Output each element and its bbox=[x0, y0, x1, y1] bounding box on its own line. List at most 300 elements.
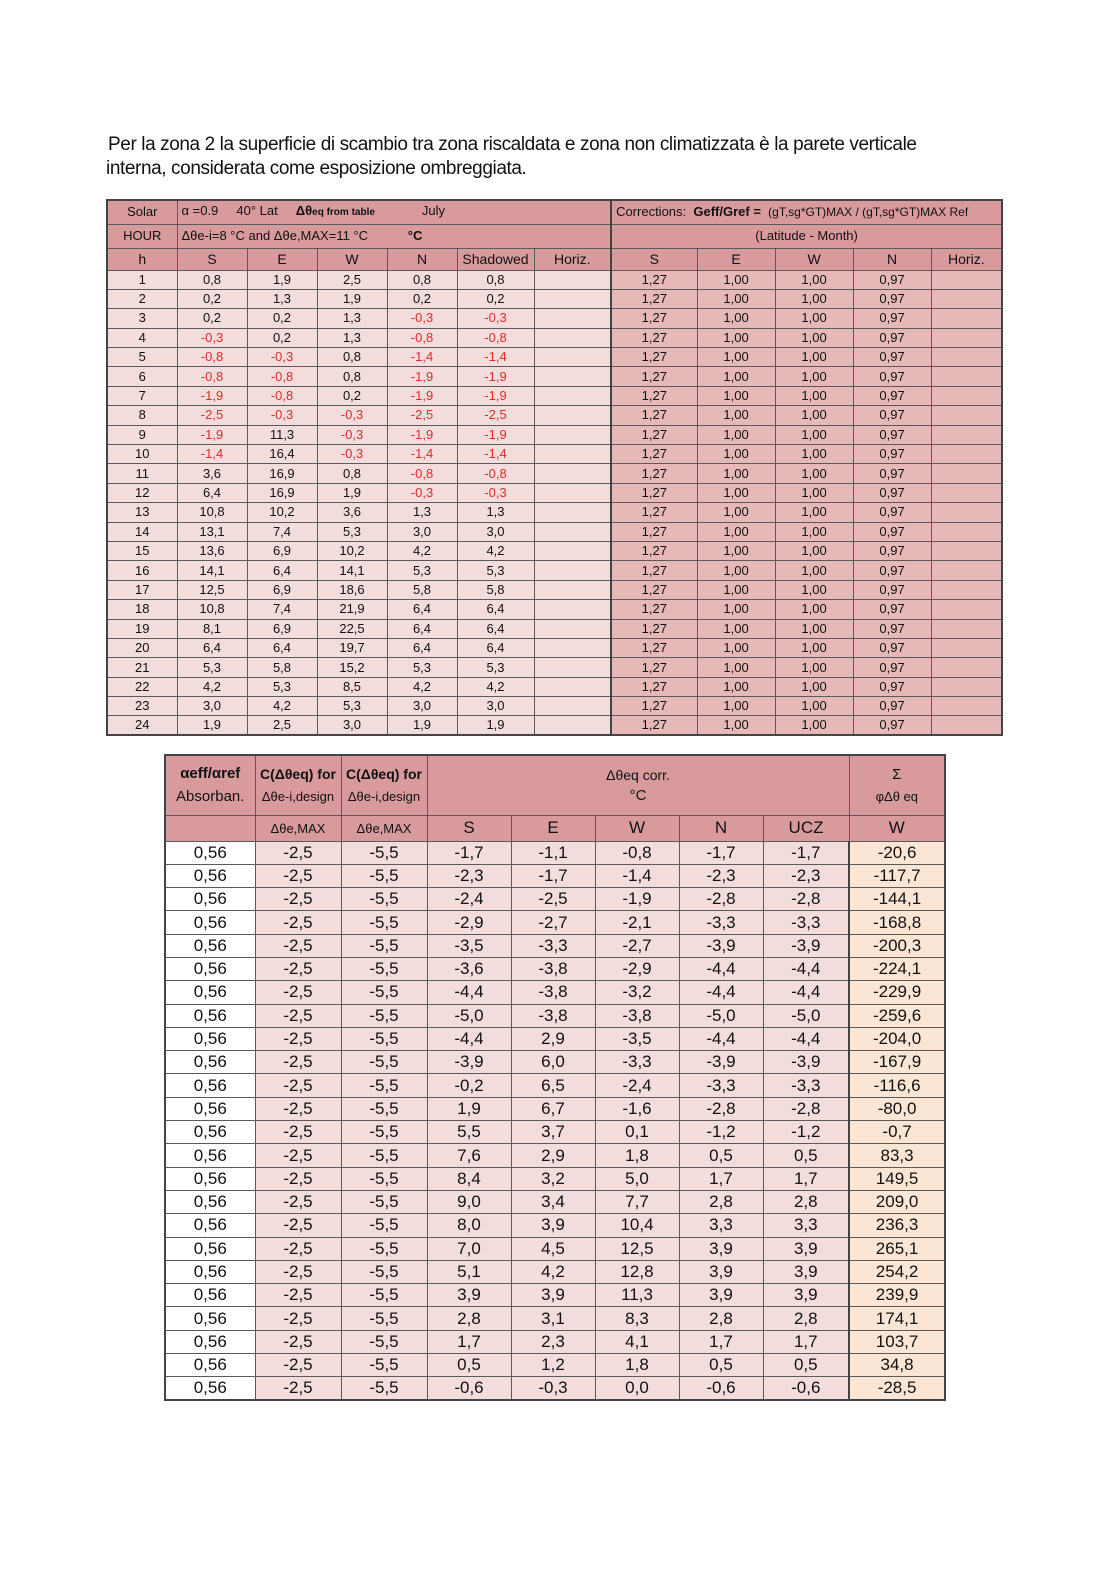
t1-horiz-cell bbox=[534, 464, 611, 483]
t2-n-cell: 2,8 bbox=[679, 1307, 763, 1330]
t1-corr-cell: 0,97 bbox=[853, 658, 931, 677]
t1-corr-cell: 0,97 bbox=[853, 716, 931, 736]
t2-phi-cell: -144,1 bbox=[849, 888, 945, 911]
t1-corr-cell: 1,27 bbox=[611, 600, 697, 619]
alpha-value: α =0.9 bbox=[181, 203, 219, 219]
t1-value-cell: -1,9 bbox=[457, 367, 534, 386]
t1-corr-horiz-cell bbox=[931, 600, 1002, 619]
t1-row bbox=[107, 270, 1002, 289]
t1-corr-cell: 1,00 bbox=[775, 289, 853, 308]
t1-corr-cell: 1,27 bbox=[611, 386, 697, 405]
t1-row bbox=[107, 561, 1002, 580]
t2-s-cell: 1,9 bbox=[427, 1097, 511, 1120]
t1-value-cell: 3,6 bbox=[317, 503, 387, 522]
t1-value-cell: 6,4 bbox=[387, 619, 457, 638]
t1-value-cell: 0,8 bbox=[457, 270, 534, 289]
corrections-header bbox=[611, 200, 1002, 224]
t1-value-cell: 6,4 bbox=[457, 638, 534, 657]
t1-row bbox=[107, 697, 1002, 716]
t1-corr-cell: 0,97 bbox=[853, 425, 931, 444]
t1-horiz-cell bbox=[534, 425, 611, 444]
t2-col-header: N bbox=[679, 815, 763, 841]
t1-hour-cell: 19 bbox=[107, 619, 177, 638]
t2-n-cell: -2,8 bbox=[679, 888, 763, 911]
t1-value-cell: -0,3 bbox=[387, 309, 457, 328]
t2-w-cell: -2,7 bbox=[595, 934, 679, 957]
t2-phi-cell: -20,6 bbox=[849, 841, 945, 864]
t1-corr-cell: 1,27 bbox=[611, 580, 697, 599]
t2-absorbance-cell: 0,56 bbox=[165, 1167, 255, 1190]
t1-corr-cell: 1,27 bbox=[611, 503, 697, 522]
t2-row bbox=[165, 934, 945, 957]
t1-corr-cell: 1,00 bbox=[697, 541, 775, 560]
t1-corr-cell: 1,27 bbox=[611, 658, 697, 677]
t1-value-cell: 5,8 bbox=[457, 580, 534, 599]
t1-corr-cell: 1,00 bbox=[775, 522, 853, 541]
t1-corr-cell: 1,00 bbox=[697, 697, 775, 716]
eq-from-table-label: eq from table bbox=[312, 207, 375, 219]
t2-phi-cell: -117,7 bbox=[849, 864, 945, 887]
t2-c-design-cell: -2,5 bbox=[255, 934, 341, 957]
t1-row bbox=[107, 445, 1002, 464]
sigma-header bbox=[849, 755, 945, 815]
t2-c-max-cell: -5,5 bbox=[341, 1121, 427, 1144]
t2-phi-cell: -28,5 bbox=[849, 1377, 945, 1400]
t2-ucz-cell: 0,5 bbox=[763, 1144, 849, 1167]
t2-e-cell: 3,7 bbox=[511, 1121, 595, 1144]
t2-row bbox=[165, 888, 945, 911]
t1-value-cell: 14,1 bbox=[177, 561, 247, 580]
t1-value-cell: 0,2 bbox=[177, 289, 247, 308]
c2-sub-label: Δθe-i,design bbox=[347, 789, 421, 805]
t1-value-cell: 3,0 bbox=[317, 716, 387, 736]
t1-value-cell: 19,7 bbox=[317, 638, 387, 657]
t2-e-cell: -3,8 bbox=[511, 957, 595, 980]
t1-value-cell: 2,5 bbox=[317, 270, 387, 289]
t1-corr-cell: 0,97 bbox=[853, 348, 931, 367]
t1-horiz-cell bbox=[534, 328, 611, 347]
t1-value-cell: -1,4 bbox=[457, 445, 534, 464]
t1-corr-cell: 1,00 bbox=[775, 541, 853, 560]
t2-n-cell: -2,8 bbox=[679, 1097, 763, 1120]
t1-corr-horiz-cell bbox=[931, 406, 1002, 425]
t2-n-cell: -3,9 bbox=[679, 1051, 763, 1074]
t2-s-cell: -3,5 bbox=[427, 934, 511, 957]
t2-absorbance-cell: 0,56 bbox=[165, 1051, 255, 1074]
t2-c-design-cell: -2,5 bbox=[255, 864, 341, 887]
t1-corr-cell: 1,27 bbox=[611, 348, 697, 367]
t1-horiz-cell bbox=[534, 445, 611, 464]
t2-w-cell: -2,9 bbox=[595, 957, 679, 980]
t2-absorbance-cell: 0,56 bbox=[165, 1190, 255, 1213]
h-header: h bbox=[107, 248, 177, 270]
t1-value-cell: 3,0 bbox=[457, 697, 534, 716]
t1-row bbox=[107, 386, 1002, 405]
t2-ucz-cell: 2,8 bbox=[763, 1307, 849, 1330]
t2-phi-cell: 239,9 bbox=[849, 1284, 945, 1307]
t1-hour-cell: 15 bbox=[107, 541, 177, 560]
t1-horiz-cell bbox=[534, 716, 611, 736]
alpha-ratio-label: αeff/αref bbox=[180, 765, 241, 783]
t1-row bbox=[107, 541, 1002, 560]
t1-value-cell: 3,6 bbox=[177, 464, 247, 483]
t2-s-cell: 5,1 bbox=[427, 1260, 511, 1283]
t2-c-design-cell: -2,5 bbox=[255, 1307, 341, 1330]
t2-s-cell: 8,4 bbox=[427, 1167, 511, 1190]
t2-s-cell: -5,0 bbox=[427, 1004, 511, 1027]
t2-e-cell: 6,0 bbox=[511, 1051, 595, 1074]
t1-corr-cell: 1,00 bbox=[697, 328, 775, 347]
intro-line-2: interna, considerata come esposizione ombreggiata. bbox=[106, 158, 527, 179]
t1-corr-cell: 0,97 bbox=[853, 561, 931, 580]
dtheta-corr-unit: °C bbox=[629, 786, 647, 804]
t2-phi-cell: 236,3 bbox=[849, 1214, 945, 1237]
t1-row bbox=[107, 658, 1002, 677]
t2-absorbance-cell: 0,56 bbox=[165, 1121, 255, 1144]
t1-corr-cell: 1,00 bbox=[775, 328, 853, 347]
t2-n-cell: 3,9 bbox=[679, 1284, 763, 1307]
dtheta-design-text: Δθe-i=8 °C and Δθe,MAX=11 °C bbox=[181, 228, 369, 243]
t1-corr-horiz-cell bbox=[931, 445, 1002, 464]
t1-col-header: Shadowed bbox=[457, 248, 534, 270]
t2-e-cell: 3,9 bbox=[511, 1214, 595, 1237]
t1-horiz-cell bbox=[534, 600, 611, 619]
t1-row bbox=[107, 309, 1002, 328]
t2-c-max-cell: -5,5 bbox=[341, 1027, 427, 1050]
t2-w-cell: -3,5 bbox=[595, 1027, 679, 1050]
t2-w-cell: -3,8 bbox=[595, 1004, 679, 1027]
unit-label: °C bbox=[407, 228, 423, 243]
t1-value-cell: 10,8 bbox=[177, 600, 247, 619]
t2-s-cell: 2,8 bbox=[427, 1307, 511, 1330]
t1-value-cell: -0,3 bbox=[457, 309, 534, 328]
t2-row bbox=[165, 1004, 945, 1027]
t2-c-design-cell: -2,5 bbox=[255, 1144, 341, 1167]
t2-w-cell: 1,8 bbox=[595, 1354, 679, 1377]
t1-corr-cell: 1,00 bbox=[697, 270, 775, 289]
t1-corr-cell: 1,00 bbox=[697, 289, 775, 308]
t1-value-cell: -0,8 bbox=[457, 464, 534, 483]
t2-row bbox=[165, 1330, 945, 1353]
t2-n-cell: -5,0 bbox=[679, 1004, 763, 1027]
t1-value-cell: 0,8 bbox=[317, 367, 387, 386]
t1-value-cell: 11,3 bbox=[247, 425, 317, 444]
t1-row bbox=[107, 580, 1002, 599]
t1-value-cell: 21,9 bbox=[317, 600, 387, 619]
t2-s-cell: -0,6 bbox=[427, 1377, 511, 1400]
t2-s-cell: -2,4 bbox=[427, 888, 511, 911]
t1-corr-cell: 0,97 bbox=[853, 289, 931, 308]
t2-n-cell: -1,2 bbox=[679, 1121, 763, 1144]
t2-row bbox=[165, 1354, 945, 1377]
t1-corr-cell: 1,00 bbox=[775, 386, 853, 405]
t1-corr-cell: 1,27 bbox=[611, 677, 697, 696]
c1-label: C(Δθeq) for bbox=[260, 766, 336, 783]
t1-horiz-cell bbox=[534, 580, 611, 599]
t1-value-cell: -0,8 bbox=[247, 367, 317, 386]
t1-horiz-cell bbox=[534, 309, 611, 328]
t2-phi-cell: 174,1 bbox=[849, 1307, 945, 1330]
t2-phi-cell: 83,3 bbox=[849, 1144, 945, 1167]
t2-w-cell: 8,3 bbox=[595, 1307, 679, 1330]
t2-n-cell: 0,5 bbox=[679, 1354, 763, 1377]
t2-ucz-cell: 3,9 bbox=[763, 1260, 849, 1283]
t2-phi-cell: 34,8 bbox=[849, 1354, 945, 1377]
t2-ucz-cell: 1,7 bbox=[763, 1330, 849, 1353]
alpha-lat-header bbox=[177, 200, 611, 224]
t2-phi-cell: -204,0 bbox=[849, 1027, 945, 1050]
t2-ucz-cell: -2,3 bbox=[763, 864, 849, 887]
c-design-header bbox=[255, 755, 341, 815]
t1-value-cell: 10,2 bbox=[247, 503, 317, 522]
t1-corr-cell: 1,00 bbox=[697, 445, 775, 464]
t1-value-cell: 5,3 bbox=[177, 658, 247, 677]
t1-corr-cell: 1,27 bbox=[611, 541, 697, 560]
t2-e-cell: 2,9 bbox=[511, 1027, 595, 1050]
month-value: July bbox=[421, 203, 446, 219]
t2-s-cell: -1,7 bbox=[427, 841, 511, 864]
t1-corr-cell: 1,00 bbox=[775, 270, 853, 289]
t1-value-cell: 13,1 bbox=[177, 522, 247, 541]
t2-s-cell: -3,9 bbox=[427, 1051, 511, 1074]
t2-c-max-cell: -5,5 bbox=[341, 1167, 427, 1190]
t2-w-cell: 0,1 bbox=[595, 1121, 679, 1144]
t1-value-cell: 0,2 bbox=[177, 309, 247, 328]
t1-value-cell: 4,2 bbox=[387, 677, 457, 696]
t2-w-cell: 4,1 bbox=[595, 1330, 679, 1353]
phi-label: φΔθ eq bbox=[875, 789, 919, 805]
t2-phi-cell: -259,6 bbox=[849, 1004, 945, 1027]
t1-value-cell: 15,2 bbox=[317, 658, 387, 677]
t2-n-cell: 3,9 bbox=[679, 1260, 763, 1283]
t2-row bbox=[165, 1377, 945, 1400]
t1-value-cell: -0,8 bbox=[387, 464, 457, 483]
t1-value-cell: 1,3 bbox=[247, 289, 317, 308]
t1-value-cell: 6,4 bbox=[247, 561, 317, 580]
t1-corr-cell: 1,27 bbox=[611, 425, 697, 444]
t2-e-cell: -1,7 bbox=[511, 864, 595, 887]
t1-corr-cell: 1,00 bbox=[697, 348, 775, 367]
t2-s-cell: 7,0 bbox=[427, 1237, 511, 1260]
t1-value-cell: 16,4 bbox=[247, 445, 317, 464]
t2-row bbox=[165, 981, 945, 1004]
t2-c-design-cell: -2,5 bbox=[255, 1330, 341, 1353]
t1-corr-col-header: W bbox=[775, 248, 853, 270]
t1-hour-cell: 21 bbox=[107, 658, 177, 677]
t2-c-design-cell: -2,5 bbox=[255, 1051, 341, 1074]
t2-c-design-cell: -2,5 bbox=[255, 1377, 341, 1400]
t1-horiz-cell bbox=[534, 348, 611, 367]
t1-corr-horiz-cell bbox=[931, 619, 1002, 638]
t1-hour-cell: 14 bbox=[107, 522, 177, 541]
t1-corr-cell: 0,97 bbox=[853, 541, 931, 560]
t2-e-cell: -1,1 bbox=[511, 841, 595, 864]
t2-ucz-cell: 3,3 bbox=[763, 1214, 849, 1237]
t2-absorbance-cell: 0,56 bbox=[165, 1074, 255, 1097]
t2-watt-header: W bbox=[849, 815, 945, 841]
t2-e-cell: 3,9 bbox=[511, 1284, 595, 1307]
t2-c-design-cell: -2,5 bbox=[255, 1074, 341, 1097]
t2-ucz-cell: 1,7 bbox=[763, 1167, 849, 1190]
t2-s-cell: -3,6 bbox=[427, 957, 511, 980]
t2-phi-cell: -229,9 bbox=[849, 981, 945, 1004]
t1-horiz-cell bbox=[534, 406, 611, 425]
t2-c-max-cell: -5,5 bbox=[341, 1051, 427, 1074]
t1-corr-cell: 1,27 bbox=[611, 445, 697, 464]
t2-w-cell: -0,8 bbox=[595, 841, 679, 864]
t1-value-cell: 3,0 bbox=[387, 522, 457, 541]
t1-hour-cell: 16 bbox=[107, 561, 177, 580]
t1-corr-cell: 0,97 bbox=[853, 270, 931, 289]
t1-value-cell: -1,9 bbox=[387, 425, 457, 444]
t1-value-cell: 7,4 bbox=[247, 600, 317, 619]
t2-n-cell: 0,5 bbox=[679, 1144, 763, 1167]
t1-value-cell: 13,6 bbox=[177, 541, 247, 560]
t1-value-cell: 6,4 bbox=[457, 619, 534, 638]
t2-e-cell: 1,2 bbox=[511, 1354, 595, 1377]
t1-corr-cell: 0,97 bbox=[853, 328, 931, 347]
t1-row bbox=[107, 522, 1002, 541]
t1-value-cell: 22,5 bbox=[317, 619, 387, 638]
t2-absorbance-cell: 0,56 bbox=[165, 1144, 255, 1167]
corrected-heat-flow-table bbox=[164, 754, 946, 1401]
corrections-label: Corrections: bbox=[616, 204, 687, 220]
t2-c-max-cell: -5,5 bbox=[341, 911, 427, 934]
t2-row bbox=[165, 1307, 945, 1330]
t2-c-max-cell: -5,5 bbox=[341, 1004, 427, 1027]
t1-value-cell: -0,3 bbox=[247, 348, 317, 367]
t1-corr-cell: 0,97 bbox=[853, 600, 931, 619]
t2-ucz-cell: 2,8 bbox=[763, 1190, 849, 1213]
t1-value-cell: 10,8 bbox=[177, 503, 247, 522]
c2-label: C(Δθeq) for bbox=[346, 766, 422, 783]
t1-value-cell: 6,4 bbox=[387, 600, 457, 619]
t1-hour-cell: 17 bbox=[107, 580, 177, 599]
t1-value-cell: -1,9 bbox=[177, 386, 247, 405]
t1-value-cell: 6,9 bbox=[247, 619, 317, 638]
t1-horiz-cell bbox=[534, 483, 611, 502]
t1-hour-cell: 22 bbox=[107, 677, 177, 696]
t2-e-cell: -2,5 bbox=[511, 888, 595, 911]
t1-value-cell: 5,3 bbox=[247, 677, 317, 696]
t1-corr-cell: 1,00 bbox=[697, 600, 775, 619]
t1-col-header: S bbox=[177, 248, 247, 270]
t1-value-cell: 1,9 bbox=[457, 716, 534, 736]
t1-corr-cell: 1,00 bbox=[697, 638, 775, 657]
t2-w-cell: -2,4 bbox=[595, 1074, 679, 1097]
dtheta-design-header bbox=[177, 224, 611, 248]
t2-absorbance-cell: 0,56 bbox=[165, 1260, 255, 1283]
t2-c-design-cell: -2,5 bbox=[255, 1354, 341, 1377]
t1-value-cell: -0,3 bbox=[247, 406, 317, 425]
t2-e-cell: 3,1 bbox=[511, 1307, 595, 1330]
t1-col-header: Horiz. bbox=[534, 248, 611, 270]
t1-corr-cell: 1,00 bbox=[697, 483, 775, 502]
t1-value-cell: 5,3 bbox=[317, 697, 387, 716]
t2-c-design-cell: -2,5 bbox=[255, 981, 341, 1004]
t2-n-cell: -3,3 bbox=[679, 1074, 763, 1097]
t1-corr-cell: 0,97 bbox=[853, 386, 931, 405]
t1-hour-cell: 13 bbox=[107, 503, 177, 522]
t1-value-cell: 1,9 bbox=[247, 270, 317, 289]
t2-ucz-cell: 3,9 bbox=[763, 1237, 849, 1260]
t2-row bbox=[165, 1121, 945, 1144]
t2-phi-cell: 103,7 bbox=[849, 1330, 945, 1353]
t1-corr-cell: 0,97 bbox=[853, 697, 931, 716]
t1-value-cell: 1,9 bbox=[317, 483, 387, 502]
t2-c-max-cell: -5,5 bbox=[341, 1214, 427, 1237]
t1-corr-cell: 1,27 bbox=[611, 638, 697, 657]
t2-col-header: E bbox=[511, 815, 595, 841]
t2-n-cell: 1,7 bbox=[679, 1330, 763, 1353]
t2-ucz-cell: -2,8 bbox=[763, 888, 849, 911]
t2-c-max-cell: -5,5 bbox=[341, 957, 427, 980]
t1-hour-cell: 8 bbox=[107, 406, 177, 425]
t2-w-cell: -3,3 bbox=[595, 1051, 679, 1074]
t2-ucz-cell: -3,9 bbox=[763, 1051, 849, 1074]
t1-horiz-cell bbox=[534, 541, 611, 560]
t1-row bbox=[107, 677, 1002, 696]
t1-row bbox=[107, 638, 1002, 657]
t1-corr-cell: 1,00 bbox=[697, 522, 775, 541]
geff-label: Geff/Gref = bbox=[693, 204, 761, 220]
t2-row bbox=[165, 957, 945, 980]
t2-n-cell: -0,6 bbox=[679, 1377, 763, 1400]
t1-value-cell: -1,9 bbox=[177, 425, 247, 444]
t1-value-cell: 3,0 bbox=[457, 522, 534, 541]
t1-value-cell: 1,3 bbox=[387, 503, 457, 522]
t2-n-cell: -3,9 bbox=[679, 934, 763, 957]
t1-corr-horiz-cell bbox=[931, 541, 1002, 560]
t2-n-cell: 2,8 bbox=[679, 1190, 763, 1213]
t1-corr-cell: 1,00 bbox=[775, 561, 853, 580]
t2-s-cell: 9,0 bbox=[427, 1190, 511, 1213]
t2-c-design-cell: -2,5 bbox=[255, 1167, 341, 1190]
t1-value-cell: 0,8 bbox=[317, 348, 387, 367]
intro-paragraph bbox=[106, 133, 1016, 181]
t1-value-cell: -2,5 bbox=[457, 406, 534, 425]
c1-sub-label: Δθe-i,design bbox=[261, 789, 335, 805]
t1-value-cell: 12,5 bbox=[177, 580, 247, 599]
t1-corr-cell: 1,00 bbox=[775, 638, 853, 657]
t2-c-max-cell: -5,5 bbox=[341, 1074, 427, 1097]
t1-corr-horiz-cell bbox=[931, 367, 1002, 386]
t2-s-cell: -2,3 bbox=[427, 864, 511, 887]
t1-corr-cell: 0,97 bbox=[853, 619, 931, 638]
t1-corr-cell: 1,00 bbox=[697, 716, 775, 736]
t2-w-cell: -1,4 bbox=[595, 864, 679, 887]
t1-value-cell: -0,8 bbox=[247, 386, 317, 405]
t1-corr-horiz-cell bbox=[931, 464, 1002, 483]
t1-corr-cell: 1,27 bbox=[611, 464, 697, 483]
t1-horiz-cell bbox=[534, 270, 611, 289]
t2-c-max-cell: -5,5 bbox=[341, 1260, 427, 1283]
t1-corr-horiz-cell bbox=[931, 697, 1002, 716]
t2-phi-cell: -224,1 bbox=[849, 957, 945, 980]
t1-corr-cell: 1,00 bbox=[775, 580, 853, 599]
t2-c-max-cell: -5,5 bbox=[341, 981, 427, 1004]
t1-value-cell: -1,9 bbox=[457, 386, 534, 405]
t1-corr-horiz-cell bbox=[931, 386, 1002, 405]
t2-phi-cell: -168,8 bbox=[849, 911, 945, 934]
t2-absorbance-cell: 0,56 bbox=[165, 888, 255, 911]
t2-ucz-cell: -4,4 bbox=[763, 957, 849, 980]
t1-corr-cell: 0,97 bbox=[853, 503, 931, 522]
t1-corr-cell: 1,27 bbox=[611, 716, 697, 736]
c1-max-label: Δθe,MAX bbox=[255, 815, 341, 841]
t1-value-cell: 1,9 bbox=[317, 289, 387, 308]
t2-ucz-cell: -2,8 bbox=[763, 1097, 849, 1120]
